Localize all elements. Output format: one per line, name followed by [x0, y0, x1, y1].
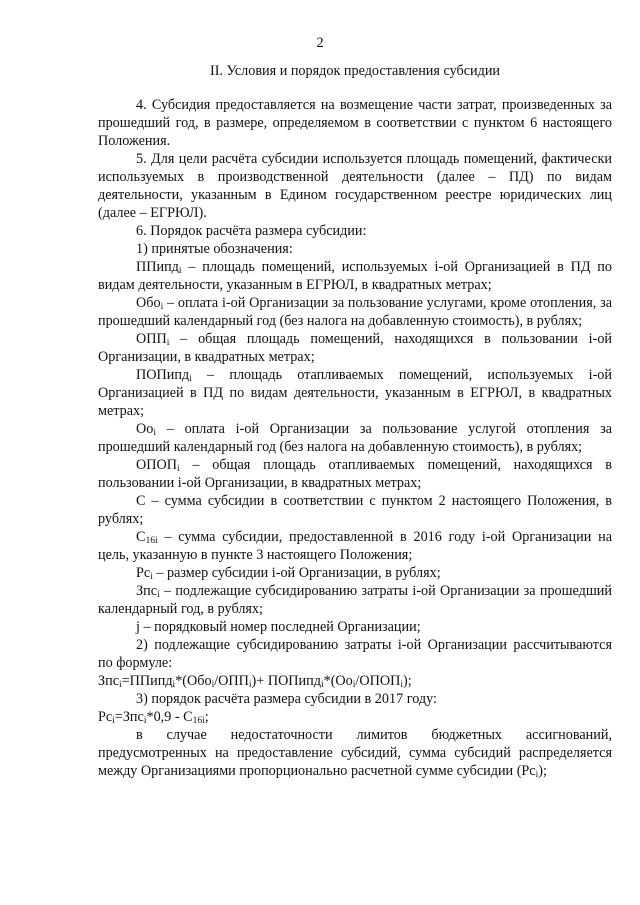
paragraph-4: 4. Субсидия предоставляется на возмещение части затрат, произведенных за прошедший год, в размере, определяемом в соответствии с пунктом 6 настоящего Положения. [98, 97, 612, 149]
page-number: 2 [316, 35, 324, 51]
definition-ppipd: ППипд$_i$ – площадь помещений, используемых i-ой Организацией в ПД по видам деятельности, указанным в ЕГРЮЛ, в квадратных метрах; [98, 259, 612, 293]
definition-j: j – порядковый номер последней Организации; [136, 619, 421, 635]
formula-zps: $Зпс_i=ППипд_i*(Обо_i/ОПП_i)+$ $ПОПипд_i*(Оо_i/ОПОП_i)$; [98, 673, 412, 690]
document-body [98, 96, 612, 780]
definition-oo: $Оо_i$ – оплата i-ой Организации за пользование услугой отопления за прошедший календарный год (без налога на добавленную стоимость), в рублях; [98, 421, 612, 455]
definition-opp: $ОПП_i$ – общая площадь помещений, находящихся в пользовании i-ой Организации, в квадратных метрах; [98, 331, 612, 365]
paragraph-6-3: 3) порядок расчёта размера субсидии в 2017 году: [136, 691, 437, 707]
paragraph-6-2: 2) подлежащие субсидированию затраты i-ой Организации рассчитываются по формуле: [98, 637, 612, 671]
definition-c16: $С_{16i}$ – сумма субсидии, предоставленной в 2016 году i-ой Организации на цель, указанную в пункте 3 настоящего Положения; [98, 529, 612, 563]
definition-c: С – сумма субсидии в соответствии с пунктом 2 настоящего Положения, в рублях; [98, 493, 612, 527]
definition-opop: $ОПОП_i$ – общая площадь отапливаемых помещений, находящихся в пользовании i-ой Организации, в квадратных метрах; [98, 457, 612, 491]
definition-obo: Обо$_i$ – оплата i-ой Организации за пользование услугами, кроме отопления, за прошедший календарный год (без налога на добавленную стоимость), в рублях; [98, 295, 612, 329]
paragraph-6: 6. Порядок расчёта размера субсидии: [136, 223, 367, 239]
paragraph-5: 5. Для цели расчёта субсидии используется площадь помещений, фактически используемых в производственной деятельности (далее – ПД) по видам деятельности, указанным в Едином государственном реестре юридических лиц (далее – ЕГРЮЛ). [98, 151, 612, 221]
section-heading: II. Условия и порядок предоставления субсидии [209, 63, 501, 79]
definition-popipd: ПОПипд$_i$ – площадь отапливаемых помещений, используемых i-ой Организацией в ПД по видам деятельности, указанным в ЕГРЮЛ, в квадратных метрах; [98, 367, 612, 419]
paragraph-shortfall: в случае недостаточности лимитов бюджетных ассигнований, предусмотренных на предоставление субсидий, сумма субсидий распределяется между Организациями пропорционально расчетной сумме субсидии $(Рс_i)$; [98, 727, 612, 780]
definition-zps: Зпс$_i$ – подлежащие субсидированию затраты i-ой Организации за прошедший календарный год, в рублях; [98, 583, 612, 617]
formula-rs: $Рс_i=Зпс_i*0,9 - С_{16i}$; [98, 709, 209, 726]
definition-rs: $Рс_i$ – размер субсидии i-ой Организации, в рублях; [136, 565, 441, 582]
paragraph-6-1: 1) принятые обозначения: [136, 241, 293, 257]
